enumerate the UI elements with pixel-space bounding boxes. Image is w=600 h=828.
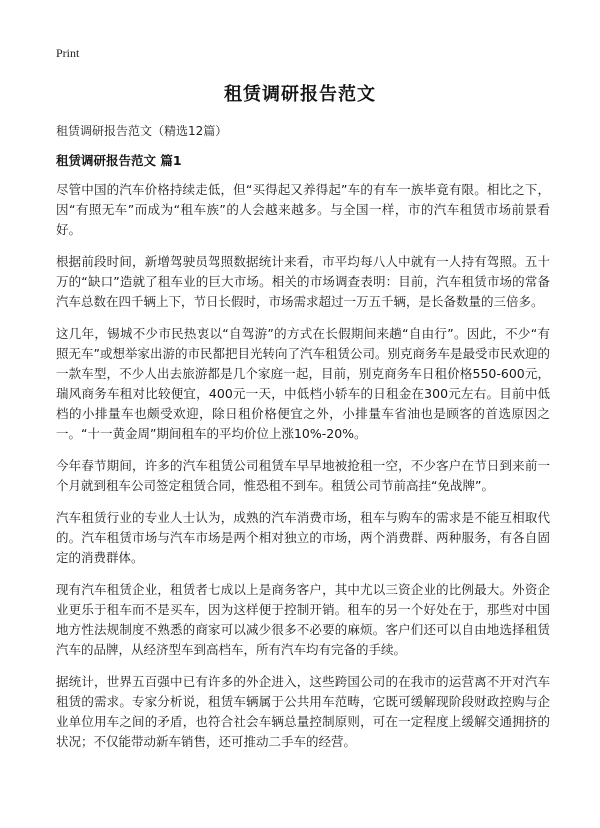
page-title: 租赁调研报告范文 xyxy=(224,84,376,105)
article-body xyxy=(56,180,550,764)
paragraph: 汽车租赁行业的专业人士认为，成熟的汽车消费市场，租车与购车的需求是不能互相取代的。汽车租赁市场与汽车市场是两个相对独立的市场，两个消费群、两种服务，有各自固定的消费群体。 xyxy=(56,510,550,565)
paragraph: 现有汽车租赁企业，租赁者七成以上是商务客户，其中尤以三资企业的比例最大。外资企业更乐于租车而不是买车，因为这样便于控制开销。租车的另一个好处在于，那些对中国地方性法规制度不熟悉的商家可以减少很多不必要的麻烦。客户们还可以自由地选择租赁汽车的品牌，从经济型车到高档车，所有汽车均有完备的手续。 xyxy=(56,582,550,657)
print-link[interactable]: Print xyxy=(56,46,80,60)
section-heading: 租赁调研报告范文 篇1 xyxy=(56,153,182,168)
paragraph: 今年春节期间，许多的汽车租赁公司租赁车早早地被抢租一空，不少客户在节日到来前一个月就到租车公司签定租赁合同，惟恐租不到车。租赁公司节前高挂“免战牌”。 xyxy=(56,458,550,493)
paragraph: 这几年，锡城不少市民热衷以“自驾游”的方式在长假期间来趟“自由行”。因此，不少“有照无车”或想举家出游的市民都把目光转向了汽车租赁公司。别克商务车是最受市民欢迎的一款车型，不少人出去旅游都是几个家庭一起，目前，别克商务车日租价格550-600元，瑞风商务车租对比较便宜，400元一天，中低档小轿车的日租金在300元左右。目前中低档的小排量车也颇受欢迎，除日租价格便宜之外，小排量车省油也是顾客的首选原因之一。“十一黄金周”期间租车的平均价位上涨10%-20%。 xyxy=(56,326,550,441)
paragraph: 据统计，世界五百强中已有许多的外企进入，这些跨国公司的在我市的运营离不开对汽车租赁的需求。专家分析说，租赁车辆属于公共用车范畴，它既可缓解现阶段财政控购与企业单位用车之间的矛盾，也符合社会车辆总量控制原则，可在一定程度上缓解交通拥挤的状况；不仅能带动新车销售，还可推动二手车的经营。 xyxy=(56,674,550,749)
paragraph: 尽管中国的汽车价格持续走低，但“买得起又养得起”车的有车一族毕竟有限。相比之下，因“有照无车”而成为“租车族”的人会越来越多。与全国一样，市的汽车租赁市场前景看好。 xyxy=(56,182,550,237)
paragraph: 根据前段时间，新增驾驶员驾照数据统计来看，市平均每八人中就有一人持有驾照。五十万的“缺口”造就了租车业的巨大市场。相关的市场调查表明：目前，汽车租赁市场的常备汽车总数在四千辆上下，节日长假时，市场需求超过一万五千辆，是长备数量的三倍多。 xyxy=(56,254,550,309)
document-subtitle: 租赁调研报告范文（精选12篇） xyxy=(56,124,228,138)
